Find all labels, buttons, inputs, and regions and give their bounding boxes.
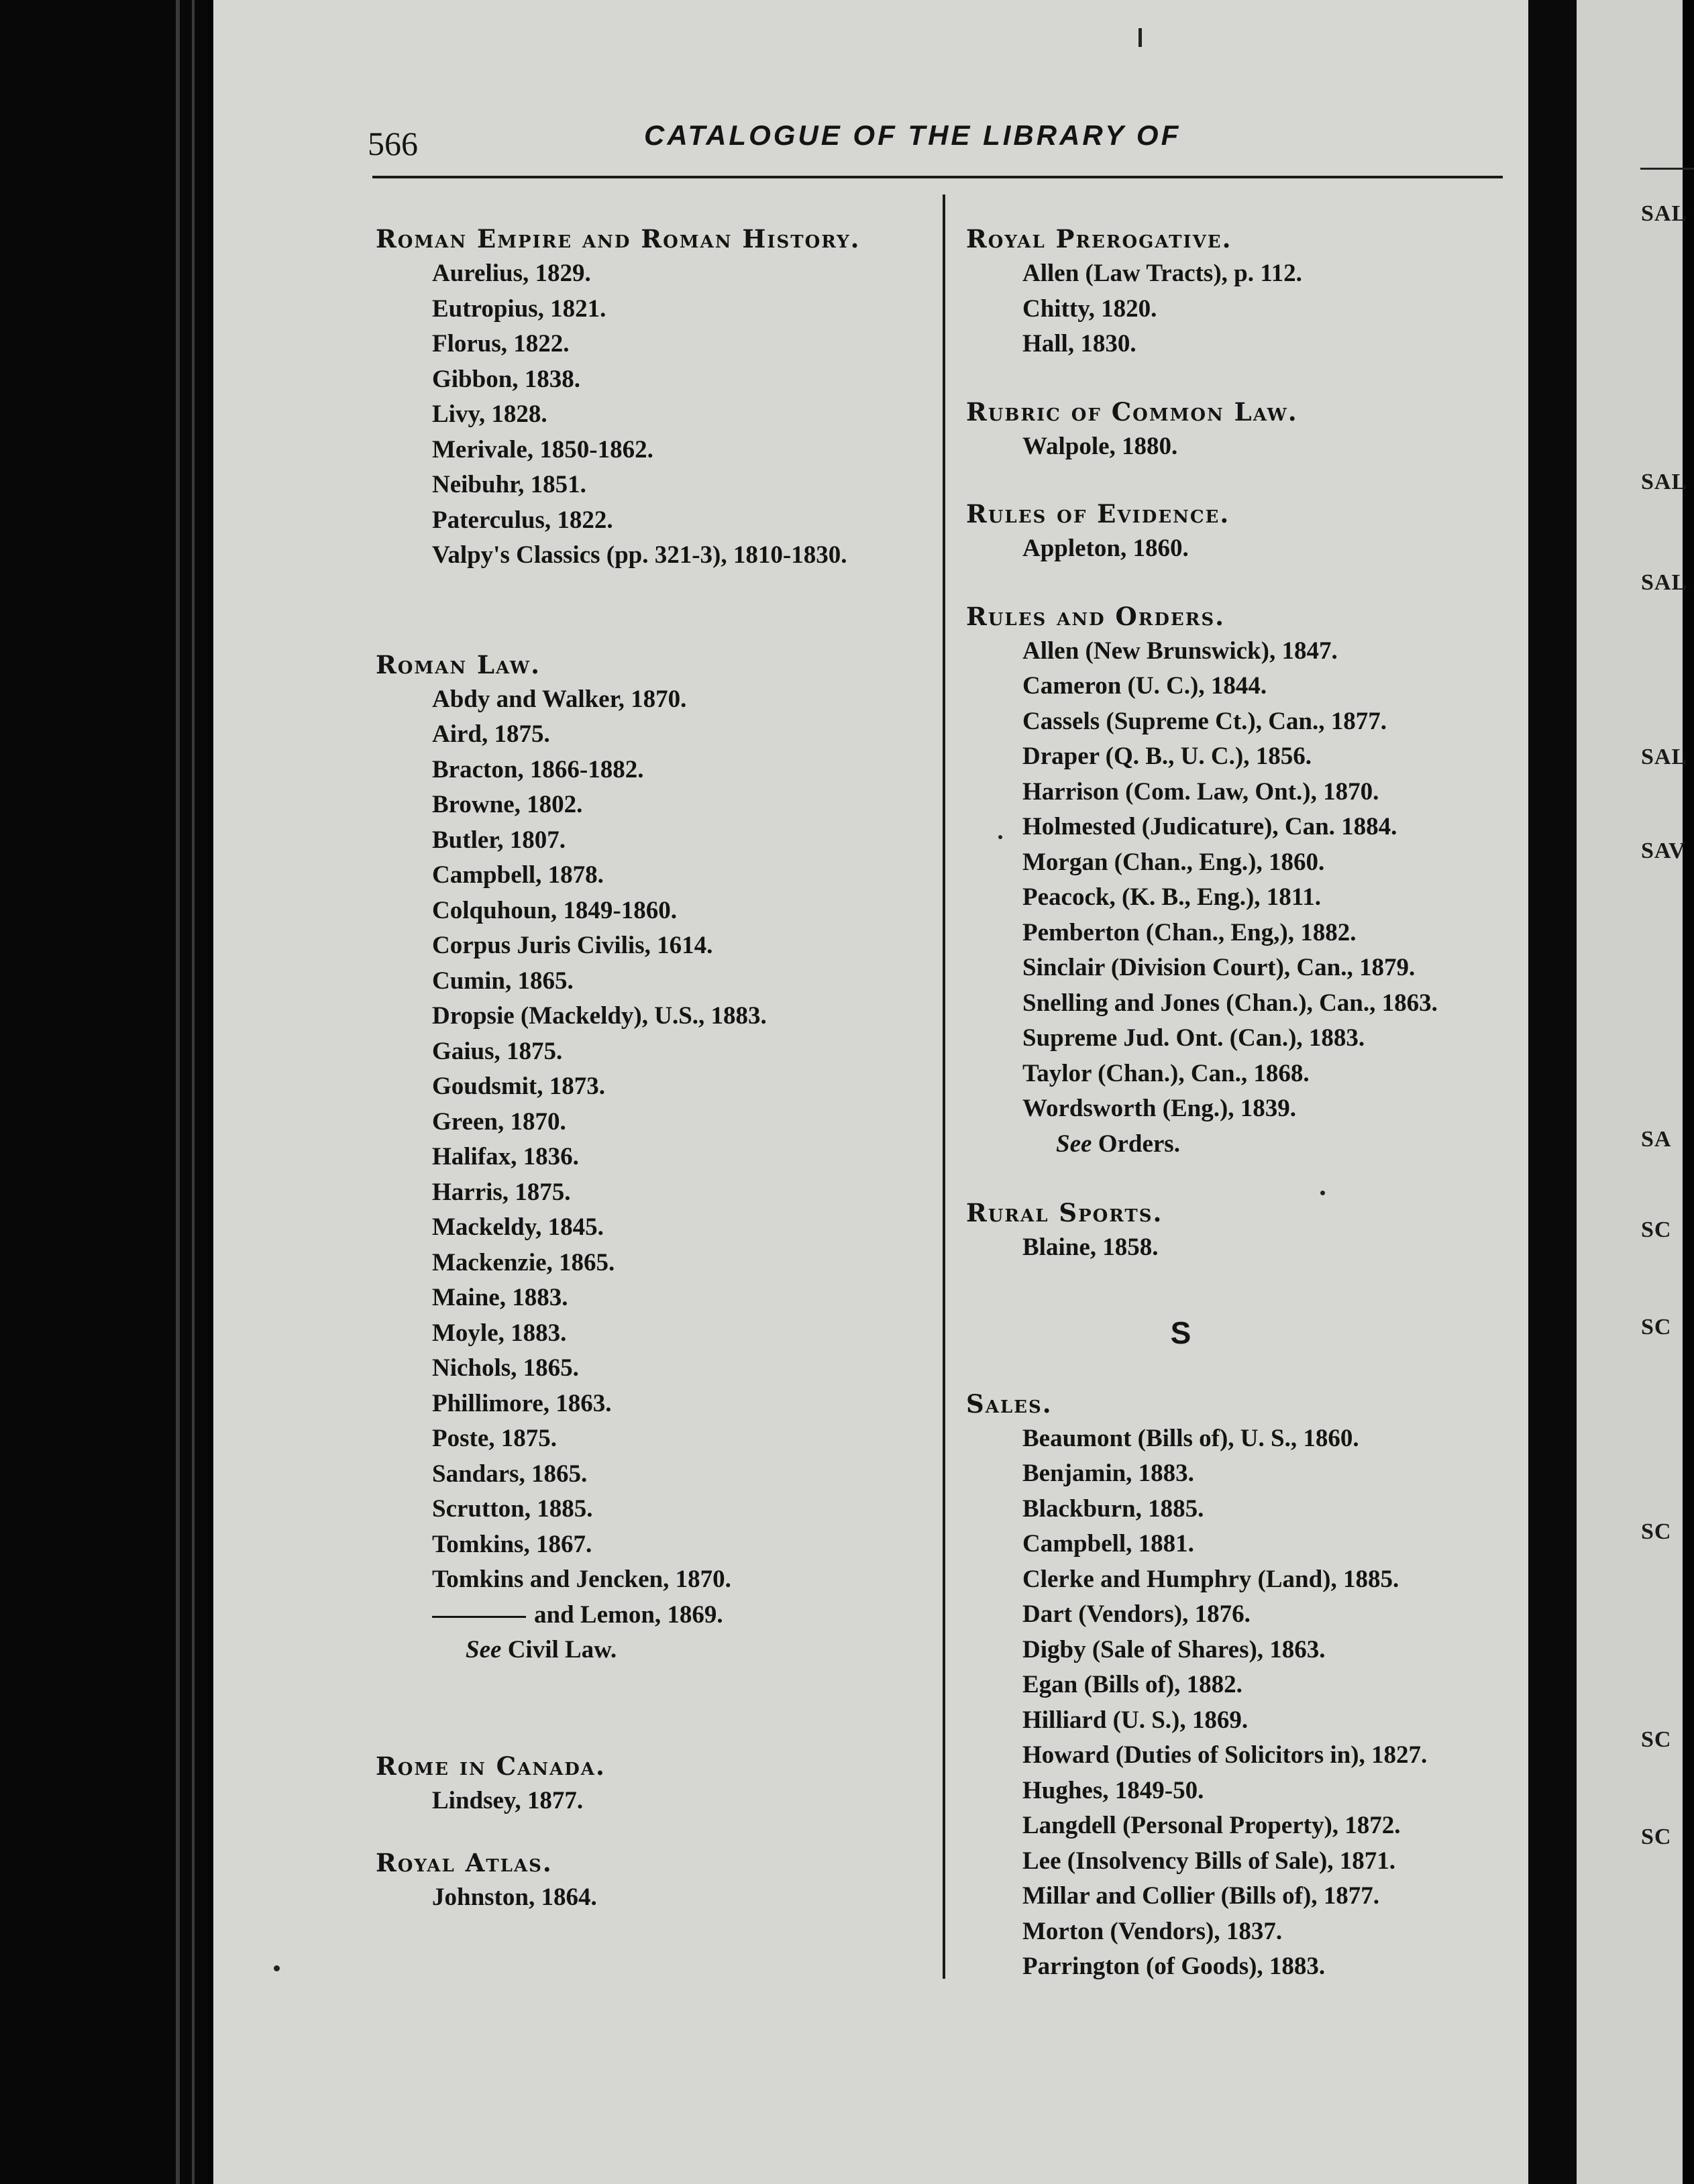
entry-list [966, 1230, 1530, 1266]
catalogue-entry: Millar and Collier (Bills of), 1877. [1022, 1882, 1380, 1910]
catalogue-entry: Hall, 1830. [1022, 330, 1136, 358]
entry-list [376, 256, 926, 574]
subject-heading: Rome in Canada. [376, 1751, 606, 1781]
catalogue-entry: Paterculus, 1822. [432, 506, 613, 534]
catalogue-entry: Campbell, 1881. [1022, 1530, 1194, 1558]
catalogue-entry: Harris, 1875. [432, 1178, 571, 1206]
catalogue-entry: Tomkins and Jencken, 1870. [432, 1566, 731, 1593]
catalogue-entry: Florus, 1822. [432, 330, 570, 358]
adjacent-page-edge [1577, 0, 1688, 2184]
catalogue-entry: Goudsmit, 1873. [432, 1073, 606, 1100]
catalogue-entry: Allen (New Brunswick), 1847. [1022, 637, 1338, 665]
running-title: CATALOGUE OF THE LIBRARY OF [644, 119, 1181, 151]
catalogue-entry: Dropsie (Mackeldy), U.S., 1883. [432, 1002, 767, 1030]
catalogue-entry: Browne, 1802. [432, 791, 583, 818]
catalogue-entry: Scrutton, 1885. [432, 1495, 593, 1523]
see-also-entry [432, 1633, 926, 1668]
catalogue-entry: Colquhoun, 1849-1860. [432, 896, 677, 924]
catalogue-entry: Benjamin, 1883. [1022, 1460, 1194, 1487]
catalogue-entry: Johnston, 1864. [432, 1883, 597, 1911]
ink-speck [1320, 1191, 1325, 1195]
catalogue-entry: Morton (Vendors), 1837. [1022, 1917, 1283, 1945]
ditto-dash [432, 1616, 526, 1618]
catalogue-section [376, 647, 926, 1668]
catalogue-entry: Sinclair (Division Court), Can., 1879. [1022, 954, 1416, 981]
adjacent-page-fragment: SC [1641, 1519, 1672, 1544]
entry-list [376, 1784, 926, 1819]
catalogue-entry: Hilliard (U. S.), 1869. [1022, 1706, 1249, 1734]
catalogue-section [966, 599, 1530, 1162]
entry-list [966, 634, 1530, 1162]
subject-heading: Royal Prerogative. [966, 224, 1232, 254]
catalogue-entry: Allen (Law Tracts), p. 112. [1022, 260, 1302, 287]
catalogue-entry: Sandars, 1865. [432, 1460, 588, 1488]
catalogue-entry: Supreme Jud. Ont. (Can.), 1883. [1022, 1024, 1365, 1052]
catalogue-entry: Parrington (of Goods), 1883. [1022, 1953, 1326, 1980]
catalogue-section [966, 496, 1530, 567]
catalogue-entry: Morgan (Chan., Eng.), 1860. [1022, 848, 1325, 876]
catalogue-entry: Bracton, 1866-1882. [432, 755, 644, 783]
catalogue-entry: Howard (Duties of Solicitors in), 1827. [1022, 1741, 1428, 1769]
catalogue-entry: Livy, 1828. [432, 400, 547, 428]
catalogue-section [966, 1313, 1530, 1353]
catalogue-entry: Langdell (Personal Property), 1872. [1022, 1812, 1401, 1839]
adjacent-page-fragment: SAV [1641, 838, 1686, 863]
catalogue-entry: Blackburn, 1885. [1022, 1494, 1204, 1523]
adjacent-page-fragment: SC [1641, 1727, 1672, 1752]
see-also-entry [1022, 1127, 1530, 1162]
catalogue-entry: Butler, 1807. [432, 826, 566, 854]
catalogue-entry: Nichols, 1865. [432, 1354, 579, 1382]
catalogue-entry: Harrison (Com. Law, Ont.), 1870. [1022, 777, 1379, 806]
ditto-text: and Lemon, 1869. [534, 1600, 723, 1629]
see-label: See [466, 1636, 502, 1663]
catalogue-entry: Green, 1870. [432, 1107, 566, 1136]
subject-heading: Rules of Evidence. [966, 499, 1230, 529]
catalogue-entry: Corpus Juris Civilis, 1614. [432, 932, 713, 959]
ditto-entry [432, 1598, 926, 1633]
header-rule [372, 176, 1503, 178]
catalogue-entry: Snelling and Jones (Chan.), Can., 1863. [1022, 989, 1438, 1017]
entry-list [966, 256, 1530, 362]
catalogue-section [376, 1749, 926, 1819]
column-divider [943, 195, 945, 1979]
catalogue-entry: Poste, 1875. [432, 1425, 557, 1452]
ink-speck [998, 835, 1002, 839]
page-edge-line [192, 0, 195, 2184]
entry-list [376, 1880, 926, 1916]
catalogue-entry: Mackenzie, 1865. [432, 1248, 615, 1276]
catalogue-entry: Phillimore, 1863. [432, 1389, 612, 1417]
catalogue-entry: Eutropius, 1821. [432, 294, 606, 323]
subject-heading: Roman Empire and Roman History. [376, 224, 861, 254]
see-label: See [1056, 1130, 1092, 1158]
catalogue-section [966, 1195, 1530, 1266]
catalogue-entry: Peacock, (K. B., Eng.), 1811. [1022, 883, 1322, 911]
catalogue-entry: Egan (Bills of), 1882. [1022, 1671, 1242, 1698]
adjacent-page-fragment: SC [1641, 1315, 1672, 1340]
subject-heading: Rural Sports. [966, 1198, 1163, 1227]
subject-heading: Rubric of Common Law. [966, 396, 1298, 427]
catalogue-entry: Chitty, 1820. [1022, 294, 1157, 323]
adjacent-page-fragment: SAL [1641, 745, 1688, 769]
adjacent-page-fragment: SC [1641, 1824, 1672, 1849]
catalogue-entry: Mackeldy, 1845. [432, 1213, 604, 1241]
catalogue-entry: Moyle, 1883. [432, 1319, 567, 1347]
catalogue-entry: Campbell, 1878. [432, 861, 604, 889]
catalogue-section [376, 1845, 926, 1916]
catalogue-entry: Clerke and Humphry (Land), 1885. [1022, 1565, 1399, 1593]
catalogue-entry: Beaumont (Bills of), U. S., 1860. [1022, 1424, 1359, 1452]
entry-list [966, 531, 1530, 567]
entry-list [966, 429, 1530, 465]
catalogue-section [966, 394, 1530, 465]
catalogue-entry: Aird, 1875. [432, 720, 550, 748]
catalogue-entry: Pemberton (Chan., Eng,), 1882. [1022, 918, 1357, 946]
see-target: Civil Law. [507, 1636, 617, 1663]
right-column [966, 221, 1530, 1985]
subject-heading: Rules and Orders. [966, 601, 1226, 631]
entry-list [376, 682, 926, 1668]
entry-list [966, 1421, 1530, 1985]
page-edge-line [176, 0, 180, 2184]
catalogue-entry: Gaius, 1875. [432, 1037, 563, 1065]
catalogue-entry: Maine, 1883. [432, 1284, 568, 1311]
catalogue-section [966, 221, 1530, 362]
catalogue-entry: Draper (Q. B., U. C.), 1856. [1022, 743, 1312, 770]
catalogue-entry: Gibbon, 1838. [432, 365, 581, 393]
adjacent-page-fragment: SAL [1641, 470, 1688, 494]
catalogue-entry: Tomkins, 1867. [432, 1530, 592, 1558]
catalogue-entry: Valpy's Classics (pp. 321-3), 1810-1830. [432, 541, 847, 569]
catalogue-entry: Aurelius, 1829. [432, 260, 591, 287]
catalogue-entry: Merivale, 1850-1862. [432, 435, 653, 463]
adjacent-page-fragment: SAL [1641, 201, 1688, 226]
left-column [376, 221, 926, 1916]
subject-heading: Roman Law. [376, 649, 541, 679]
catalogue-entry: Neibuhr, 1851. [432, 471, 586, 498]
letter-heading: S [1170, 1315, 1192, 1350]
catalogue-entry: Cassels (Supreme Ct.), Can., 1877. [1022, 707, 1387, 735]
catalogue-entry: Abdy and Walker, 1870. [432, 685, 687, 713]
adjacent-page-fragment: SAL [1641, 570, 1688, 595]
catalogue-section [966, 1386, 1530, 1985]
ink-mark [1139, 28, 1142, 47]
catalogue-entry: Lindsey, 1877. [432, 1786, 584, 1814]
catalogue-entry: Hughes, 1849-50. [1022, 1776, 1204, 1804]
catalogue-entry: Wordsworth (Eng.), 1839. [1022, 1095, 1297, 1122]
ink-speck [274, 1965, 280, 1971]
page-number: 566 [368, 125, 418, 162]
catalogue-entry: Dart (Vendors), 1876. [1022, 1600, 1251, 1628]
catalogue-section [376, 221, 926, 574]
see-target: Orders. [1098, 1130, 1180, 1158]
catalogue-entry: Taylor (Chan.), Can., 1868. [1022, 1059, 1310, 1087]
adjacent-page-fragment: SA [1641, 1127, 1672, 1152]
catalogue-entry: Cumin, 1865. [432, 967, 574, 995]
catalogue-entry: Lee (Insolvency Bills of Sale), 1871. [1022, 1847, 1396, 1875]
catalogue-entry: Cameron (U. C.), 1844. [1022, 672, 1267, 700]
catalogue-entry: Halifax, 1836. [432, 1143, 579, 1170]
adjacent-page-fragment: SC [1641, 1217, 1672, 1242]
subject-heading: Royal Atlas. [376, 1848, 553, 1877]
catalogue-entry: Appleton, 1860. [1022, 535, 1189, 562]
subject-heading: Sales. [966, 1388, 1053, 1419]
catalogue-entry: Holmested (Judicature), Can. 1884. [1022, 813, 1397, 840]
catalogue-entry: Walpole, 1880. [1022, 432, 1178, 460]
catalogue-entry: Digby (Sale of Shares), 1863. [1022, 1635, 1326, 1663]
adjacent-page-rule [1640, 168, 1694, 170]
catalogue-entry: Blaine, 1858. [1022, 1234, 1159, 1261]
gutter-shadow [1528, 0, 1577, 2184]
